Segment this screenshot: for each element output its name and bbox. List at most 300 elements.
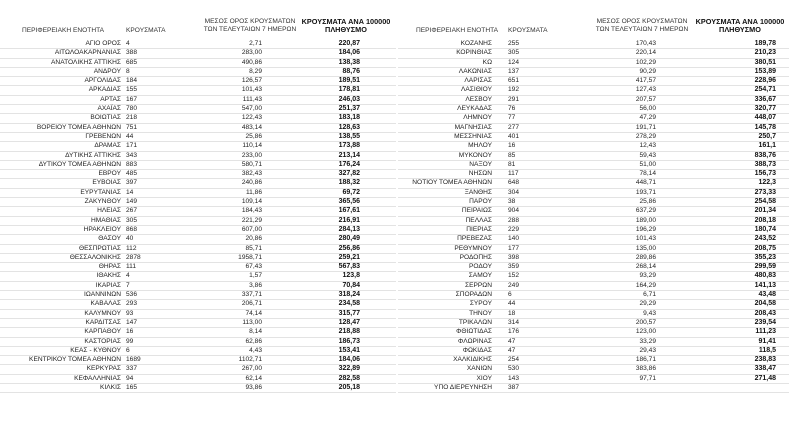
region-cell: ΧΑΝΙΩΝ [466,365,492,373]
per100k-cell: 189,78 [754,40,776,47]
region-cell: ΛΕΥΚΑΔΑΣ [457,105,492,113]
avg-cell: 207,57 [635,95,656,103]
avg-cell: 29,29 [639,300,656,308]
table-row [398,310,789,319]
region-cell: ΑΧΑΪΑΣ [97,105,121,113]
table-row [0,40,396,49]
cases-cell: 397 [126,179,138,187]
cases-cell: 288 [508,216,520,224]
avg-cell: 289,86 [635,253,656,261]
table-row [0,375,396,384]
per100k-cell: 178,81 [338,86,360,94]
per100k-cell: 250,7 [758,132,776,140]
avg-cell: 8,29 [249,67,262,75]
cases-cell: 176 [508,328,520,336]
region-cell: ΤΡΙΚΑΛΩΝ [458,318,492,326]
avg-cell: 164,29 [635,281,656,289]
cases-cell: 16 [126,328,134,336]
table-row [398,263,789,272]
table-row [0,226,396,235]
avg-cell: 1102,71 [238,356,262,364]
per100k-cell: 208,18 [754,216,776,224]
per100k-cell: 320,77 [754,105,776,113]
table-row [0,161,396,170]
table-row [398,198,789,207]
table-row [398,77,789,86]
region-cell: ΜΕΣΣΗΝΙΑΣ [454,132,492,140]
avg-cell: 47,29 [639,114,656,122]
cases-cell: 4 [126,272,130,280]
cases-cell: 648 [508,179,520,187]
region-cell: ΘΕΣΣΑΛΟΝΙΚΗΣ [69,253,121,261]
left-header-avg: ΜΕΣΟΣ ΟΡΟΣ ΚΡΟΥΣΜΑΤΩΝ ΤΩΝ ΤΕΛΕΥΤΑΙΩΝ 7 ΗΜΕΡΩΝ [203,18,297,33]
cases-cell: 112 [126,244,137,252]
avg-cell: 2,71 [249,40,262,47]
cases-cell: 229 [508,225,520,233]
cases-cell: 536 [126,291,138,299]
avg-cell: 78,14 [639,170,656,178]
table-row [398,235,789,244]
per100k-cell: 243,52 [754,235,776,243]
region-cell: ΚΩ [482,58,492,66]
region-cell: ΣΥΡΟΥ [469,300,492,308]
per100k-cell: 228,96 [754,77,776,85]
avg-cell: 382,43 [241,170,262,178]
avg-cell: 186,71 [635,356,656,364]
avg-cell: 4,43 [249,346,262,354]
per100k-cell: 234,58 [338,300,360,308]
table-row [0,365,396,374]
cases-cell: 44 [126,132,134,140]
table-row [398,189,789,198]
table-row [398,68,789,77]
table-row [398,86,789,95]
per100k-cell: 256,86 [338,244,360,252]
region-cell: ΒΟΡΕΙΟΥ ΤΟΜΕΑ ΑΘΗΝΩΝ [36,123,121,131]
table-row [0,282,396,291]
avg-cell: 283,00 [241,49,262,57]
cases-cell: 137 [508,67,520,75]
table-row [0,384,396,393]
cases-cell: 143 [508,374,520,382]
avg-cell: 1958,71 [238,253,262,261]
region-cell: ΗΛΕΙΑΣ [97,207,121,215]
cases-cell: 40 [126,235,134,243]
cases-cell: 167 [126,95,138,103]
table-row [0,86,396,95]
per100k-cell: 69,72 [342,188,360,196]
right-table-body [398,40,789,393]
region-cell: ΥΠΟ ΔΙΕΡΕΥΝΗΣΗ [434,383,492,391]
region-cell: ΚΟΖΑΝΗΣ [460,40,492,47]
cases-cell: 388 [126,49,138,57]
avg-cell: 193,71 [635,188,656,196]
per100k-cell: 282,58 [338,374,360,382]
per100k-cell: 327,82 [338,170,360,178]
avg-cell: 8,14 [249,328,262,336]
region-cell: ΛΑΣΙΘΙΟΥ [461,86,492,94]
per100k-cell: 189,51 [338,77,360,85]
cases-cell: 14 [126,188,134,196]
per100k-cell: 184,06 [338,356,360,364]
per100k-cell: 220,87 [338,40,360,47]
per100k-cell: 216,91 [338,216,360,224]
right-header-avg: ΜΕΣΟΣ ΟΡΟΣ ΚΡΟΥΣΜΑΤΩΝ ΤΩΝ ΤΕΛΕΥΤΑΙΩΝ 7 ΗΜΕΡΩΝ [595,18,689,33]
per100k-cell: 141,13 [754,281,776,289]
table-row [398,49,789,58]
cases-cell: 149 [126,198,138,206]
region-cell: ΡΕΘΥΜΝΟΥ [454,244,492,252]
per100k-cell: 315,77 [338,309,360,317]
region-cell: ΤΗΝΟΥ [469,309,492,317]
cases-cell: 93 [126,309,134,317]
per100k-cell: 271,48 [754,374,776,382]
per100k-cell: 254,58 [754,198,776,206]
region-cell: ΑΡΤΑΣ [100,95,121,103]
avg-cell: 126,57 [241,77,262,85]
region-cell: ΗΜΑΘΙΑΣ [91,216,121,224]
cases-cell: 255 [508,40,520,47]
cases-cell: 184 [126,77,138,85]
table-row [398,347,789,356]
region-cell: ΒΟΙΩΤΙΑΣ [90,114,121,122]
avg-cell: 278,29 [635,132,656,140]
avg-cell: 448,71 [635,179,656,187]
region-cell: ΔΡΑΜΑΣ [94,142,121,150]
cases-cell: 254 [508,356,520,364]
table-row [0,356,396,365]
avg-cell: 170,43 [635,40,656,47]
cases-cell: 314 [508,318,520,326]
avg-cell: 59,43 [639,151,656,159]
region-cell: ΕΥΡΥΤΑΝΙΑΣ [80,188,121,196]
avg-cell: 93,86 [245,383,262,391]
per100k-cell: 259,21 [338,253,360,261]
avg-cell: 74,14 [245,309,262,317]
avg-cell: 233,00 [241,151,262,159]
region-cell: ΦΘΙΩΤΙΔΑΣ [456,328,492,336]
cases-cell: 6 [508,291,512,299]
avg-cell: 90,29 [639,67,656,75]
table-row [0,152,396,161]
table-row [398,245,789,254]
cases-cell: 291 [508,95,520,103]
left-header-per100k: ΚΡΟΥΣΜΑΤΑ ΑΝΑ 100000 ΠΛΗΘΥΣΜΟ [301,17,391,34]
avg-cell: 240,86 [241,179,262,187]
cases-cell: 4 [126,40,130,47]
table-row [398,217,789,226]
region-cell: ΘΕΣΠΡΩΤΙΑΣ [78,244,121,252]
region-cell: ΚΕΦΑΛΛΗΝΙΑΣ [74,374,121,382]
avg-cell: 109,14 [241,198,262,206]
region-cell: ΑΡΓΟΛΙΔΑΣ [84,77,121,85]
table-row [0,254,396,263]
table-row [398,319,789,328]
per100k-cell: 208,43 [754,309,776,317]
region-cell: ΚΑΡΔΙΤΣΑΣ [85,318,121,326]
avg-cell: 110,14 [242,142,262,150]
avg-cell: 221,29 [241,216,262,224]
per100k-cell: 448,07 [754,114,776,122]
table-row [398,356,789,365]
per100k-cell: 153,41 [338,346,360,354]
table-row [398,375,789,384]
region-cell: ΠΑΡΟΥ [469,198,492,206]
region-cell: ΕΥΒΟΙΑΣ [92,179,121,187]
avg-cell: 184,43 [241,207,262,215]
region-cell: ΚΙΛΚΙΣ [100,383,121,391]
per100k-cell: 205,18 [338,383,360,391]
per100k-cell: 156,73 [754,170,776,178]
region-cell: ΚΕΑΣ - ΚΥΘΝΟΥ [70,346,121,354]
table-row [0,105,396,114]
per100k-cell: 111,23 [755,328,776,336]
avg-cell: 12,43 [639,142,656,150]
region-cell: ΡΟΔΟΠΗΣ [459,253,492,261]
cases-cell: 117 [508,170,519,178]
cases-cell: 152 [508,272,520,280]
per100k-cell: 128,63 [338,123,360,131]
table-row [398,384,789,393]
cases-cell: 218 [126,114,138,122]
cases-cell: 147 [126,318,138,326]
table-row [0,198,396,207]
per100k-cell: 838,76 [754,151,776,159]
region-cell: ΗΡΑΚΛΕΙΟΥ [83,225,121,233]
table-row [0,235,396,244]
cases-cell: 177 [508,244,520,252]
per100k-cell: 251,37 [338,105,360,113]
table-row [0,49,396,58]
cases-cell: 685 [126,58,138,66]
region-cell: ΝΟΤΙΟΥ ΤΟΜΕΑ ΑΘΗΝΩΝ [412,179,492,187]
cases-cell: 904 [508,207,520,215]
cases-cell: 18 [508,309,516,317]
region-cell: ΔΥΤΙΚΟΥ ΤΟΜΕΑ ΑΘΗΝΩΝ [38,160,121,168]
table-row [398,105,789,114]
per100k-cell: 88,76 [342,67,360,75]
avg-cell: 102,29 [635,58,656,66]
avg-cell: 62,14 [245,374,262,382]
region-cell: ΚΕΡΚΥΡΑΣ [86,365,121,373]
avg-cell: 607,00 [241,225,262,233]
table-row [398,291,789,300]
per100k-cell: 188,32 [338,179,360,187]
avg-cell: 6,71 [643,291,656,299]
avg-cell: 206,71 [241,300,262,308]
avg-cell: 33,29 [639,337,656,345]
per100k-cell: 138,55 [338,132,360,140]
avg-cell: 189,00 [635,216,656,224]
per100k-cell: 123,8 [342,272,360,280]
avg-cell: 383,86 [635,365,656,373]
region-cell: ΑΝΔΡΟΥ [93,67,121,75]
table-row [398,114,789,123]
cases-cell: 165 [126,383,138,391]
avg-cell: 1,57 [249,272,262,280]
table-row [0,179,396,188]
cases-cell: 85 [508,151,516,159]
region-cell: ΦΛΩΡΙΝΑΣ [457,337,492,345]
avg-cell: 122,43 [241,114,262,122]
avg-cell: 9,43 [643,309,656,317]
cases-cell: 249 [508,281,520,289]
per100k-cell: 210,23 [754,49,776,57]
region-cell: ΧΑΛΚΙΔΙΚΗΣ [453,356,492,364]
cases-cell: 1689 [126,356,141,364]
avg-cell: 56,00 [639,105,656,113]
cases-cell: 530 [508,365,520,373]
left-header-cases: ΚΡΟΥΣΜΑΤΑ [126,27,166,34]
per100k-cell: 184,06 [338,49,360,57]
cases-cell: 38 [508,198,516,206]
table-row [398,272,789,281]
region-cell: ΣΕΡΡΩΝ [465,281,492,289]
cases-cell: 293 [126,300,138,308]
per100k-cell: 167,61 [338,207,360,215]
avg-cell: 191,71 [635,123,656,131]
region-cell: ΞΑΝΘΗΣ [464,188,492,196]
per100k-cell: 118,5 [758,346,776,354]
avg-cell: 113,00 [242,318,262,326]
table-row [398,300,789,309]
region-cell: ΣΠΟΡΑΔΩΝ [455,291,492,299]
per100k-cell: 299,59 [754,263,776,271]
cases-cell: 651 [508,77,520,85]
table-row [0,328,396,337]
table-row [0,207,396,216]
per100k-cell: 355,23 [754,253,776,261]
region-cell: ΠΕΛΛΑΣ [465,216,492,224]
avg-cell: 337,71 [241,291,262,299]
table-row [0,245,396,254]
table-row [398,226,789,235]
table-row [0,59,396,68]
avg-cell: 417,57 [635,77,656,85]
avg-cell: 97,71 [639,374,656,382]
cases-cell: 124 [508,58,520,66]
right-header-per100k: ΚΡΟΥΣΜΑΤΑ ΑΝΑ 100000 ΠΛΗΘΥΣΜΟ [695,17,785,34]
region-cell: ΙΘΑΚΗΣ [96,272,121,280]
avg-cell: 135,00 [635,244,656,252]
per100k-cell: 70,84 [342,281,360,289]
avg-cell: 547,00 [241,105,262,113]
region-cell: ΛΕΣΒΟΥ [465,95,492,103]
table-row [398,124,789,133]
per100k-cell: 336,67 [754,95,776,103]
cases-cell: 277 [508,123,520,131]
region-cell: ΜΑΓΝΗΣΙΑΣ [454,123,492,131]
per100k-cell: 153,89 [754,67,776,75]
avg-cell: 85,71 [245,244,262,252]
avg-cell: 123,00 [635,328,656,336]
table-row [0,68,396,77]
region-cell: ΚΑΣΤΟΡΙΑΣ [84,337,121,345]
region-cell: ΜΥΚΟΝΟΥ [458,151,492,159]
avg-cell: 196,29 [635,225,656,233]
avg-cell: 637,29 [635,207,656,215]
avg-cell: 580,71 [241,160,262,168]
region-cell: ΚΑΒΑΛΑΣ [90,300,121,308]
table-row [398,161,789,170]
cases-cell: 359 [508,263,520,271]
table-row [0,272,396,281]
cases-cell: 780 [126,105,138,113]
avg-cell: 220,14 [635,49,656,57]
cases-cell: 44 [508,300,516,308]
per100k-cell: 213,14 [338,151,360,159]
cases-cell: 6 [126,346,130,354]
per100k-cell: 138,38 [338,58,360,66]
cases-cell: 111 [126,263,137,271]
per100k-cell: 183,18 [338,114,360,122]
cases-cell: 77 [508,114,516,122]
right-header-cases: ΚΡΟΥΣΜΑΤΑ [508,27,548,34]
table-row [0,300,396,309]
avg-cell: 268,14 [635,263,656,271]
cases-cell: 883 [126,160,138,168]
cases-cell: 99 [126,337,134,345]
cases-cell: 305 [126,216,138,224]
region-cell: ΙΩΑΝΝΙΝΩΝ [84,291,121,299]
region-cell: ΠΕΙΡΑΙΩΣ [461,207,492,215]
per100k-cell: 322,89 [338,365,360,373]
cases-cell: 155 [126,86,138,94]
region-cell: ΙΚΑΡΙΑΣ [95,281,121,289]
cases-cell: 305 [508,49,520,57]
per100k-cell: 338,47 [754,365,776,373]
avg-cell: 25,86 [639,198,656,206]
table-row [398,170,789,179]
per100k-cell: 173,88 [338,142,360,150]
per100k-cell: 145,78 [754,123,776,131]
table-row [398,365,789,374]
region-cell: ΛΗΜΝΟΥ [463,114,492,122]
region-cell: ΖΑΚΥΝΘΟΥ [84,198,121,206]
avg-cell: 62,86 [245,337,262,345]
region-cell: ΚΕΝΤΡΙΚΟΥ ΤΟΜΕΑ ΑΘΗΝΩΝ [29,356,121,364]
table-row [0,96,396,105]
avg-cell: 93,29 [639,272,656,280]
per100k-cell: 218,88 [338,328,360,336]
cases-cell: 304 [508,188,520,196]
cases-cell: 337 [126,365,138,373]
avg-cell: 20,86 [245,235,262,243]
table-row [0,338,396,347]
table-row [0,217,396,226]
table-row [0,133,396,142]
cases-cell: 16 [508,142,516,150]
table-row [0,263,396,272]
left-table-body [0,40,396,393]
table-row [398,254,789,263]
table-row [0,124,396,133]
table-row [398,328,789,337]
per100k-cell: 161,1 [758,142,776,150]
region-cell: ΦΩΚΙΔΑΣ [462,346,492,354]
cases-cell: 192 [508,86,520,94]
table-row [0,170,396,179]
table-row [398,282,789,291]
region-cell: ΘΑΣΟΥ [98,235,121,243]
table-row [0,319,396,328]
per100k-cell: 186,73 [338,337,360,345]
avg-cell: 127,43 [635,86,656,94]
region-cell: ΚΑΡΠΑΘΟΥ [84,328,121,336]
region-cell: ΧΙΟΥ [476,374,492,382]
per100k-cell: 122,3 [758,179,776,187]
avg-cell: 51,00 [639,160,656,168]
